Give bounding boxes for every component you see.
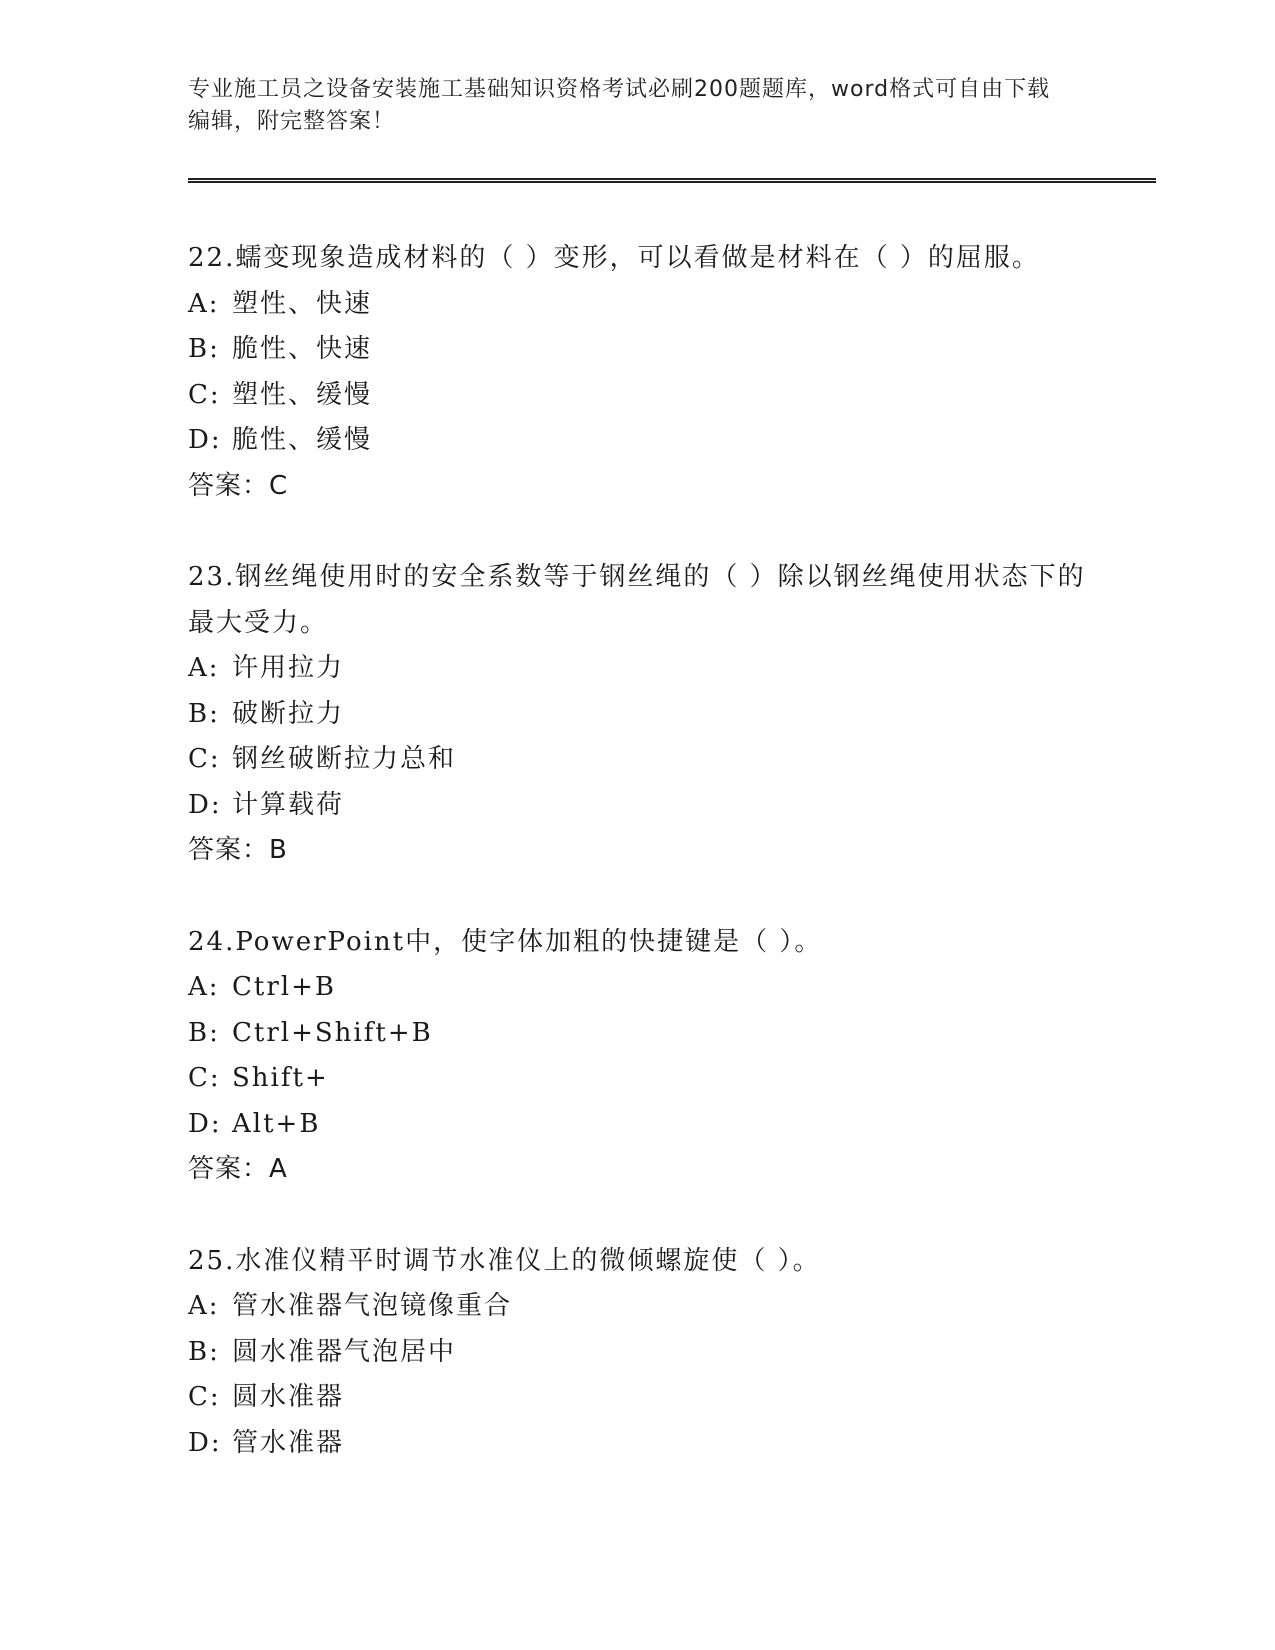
answer-line: 答案：A — [188, 1154, 288, 1184]
option-letter: D: — [188, 1108, 222, 1139]
option-text: 破断拉力 — [232, 698, 345, 729]
option-letter: A: — [188, 653, 220, 683]
option-letter: D: — [188, 425, 222, 455]
option-text: 圆水准器 — [232, 1382, 345, 1412]
option-text: 塑性、快速 — [232, 288, 373, 319]
option-letter: C: — [188, 1382, 221, 1412]
option-letter: B: — [188, 1336, 220, 1367]
document-header: 专业施工员之设备安装施工基础知识资格考试必刷200题题库，word格式可自由下载编辑，附完整答案！ — [188, 77, 1051, 134]
option-a — [188, 1284, 1088, 1330]
question-list — [188, 236, 1088, 1512]
option-c — [188, 373, 1088, 419]
option-text: 脆性、快速 — [232, 334, 373, 364]
option-c — [188, 737, 1088, 783]
option-a — [188, 646, 1088, 692]
option-a — [188, 282, 1088, 328]
option-text: 圆水准器气泡居中 — [232, 1336, 457, 1367]
question-stem: 22.蠕变现象造成材料的（ ）变形，可以看做是材料在（ ）的屈服。 — [188, 243, 1040, 273]
option-text: 许用拉力 — [232, 653, 345, 683]
option-b — [188, 1330, 1088, 1376]
option-text: 计算载荷 — [232, 789, 345, 820]
question-24 — [188, 920, 1088, 1193]
answer-line: 答案：B — [188, 835, 288, 865]
option-text: 管水准器气泡镜像重合 — [232, 1291, 513, 1321]
option-d — [188, 418, 1088, 464]
option-letter: C: — [188, 744, 221, 774]
option-b — [188, 1011, 1088, 1057]
option-a — [188, 965, 1088, 1011]
option-letter: C: — [188, 379, 221, 410]
option-text: Alt+B — [232, 1108, 321, 1139]
option-letter: D: — [188, 789, 222, 820]
option-d — [188, 1421, 1088, 1467]
option-text: 塑性、缓慢 — [232, 379, 373, 410]
option-letter: B: — [188, 698, 220, 729]
question-25 — [188, 1239, 1088, 1467]
option-letter: A: — [188, 972, 220, 1002]
option-text: 钢丝破断拉力总和 — [232, 744, 457, 774]
question-22 — [188, 236, 1088, 509]
option-text: Ctrl+Shift+B — [232, 1017, 433, 1048]
option-text: 管水准器 — [232, 1427, 345, 1458]
option-letter: A: — [188, 1291, 220, 1321]
answer-line: 答案：C — [188, 470, 289, 501]
option-letter: B: — [188, 1017, 220, 1048]
option-letter: D: — [188, 1427, 222, 1458]
option-letter: B: — [188, 334, 220, 364]
question-stem: 25.水准仪精平时调节水准仪上的微倾螺旋使（ ）。 — [188, 1245, 821, 1276]
option-c — [188, 1056, 1088, 1102]
option-d — [188, 783, 1088, 829]
option-b — [188, 327, 1088, 373]
question-23 — [188, 555, 1088, 874]
option-text: Shift+ — [232, 1063, 329, 1093]
option-b — [188, 692, 1088, 738]
option-d — [188, 1102, 1088, 1148]
question-stem: 24.PowerPoint中，使字体加粗的快捷键是（ ）。 — [188, 926, 823, 957]
option-letter: C: — [188, 1063, 221, 1093]
question-stem: 23.钢丝绳使用时的安全系数等于钢丝绳的（ ）除以钢丝绳使用状态下的最大受力。 — [188, 562, 1086, 638]
header-double-rule — [188, 178, 1156, 183]
option-text: Ctrl+B — [232, 972, 336, 1002]
option-text: 脆性、缓慢 — [232, 425, 373, 455]
option-c — [188, 1375, 1088, 1421]
option-letter: A: — [188, 288, 220, 319]
